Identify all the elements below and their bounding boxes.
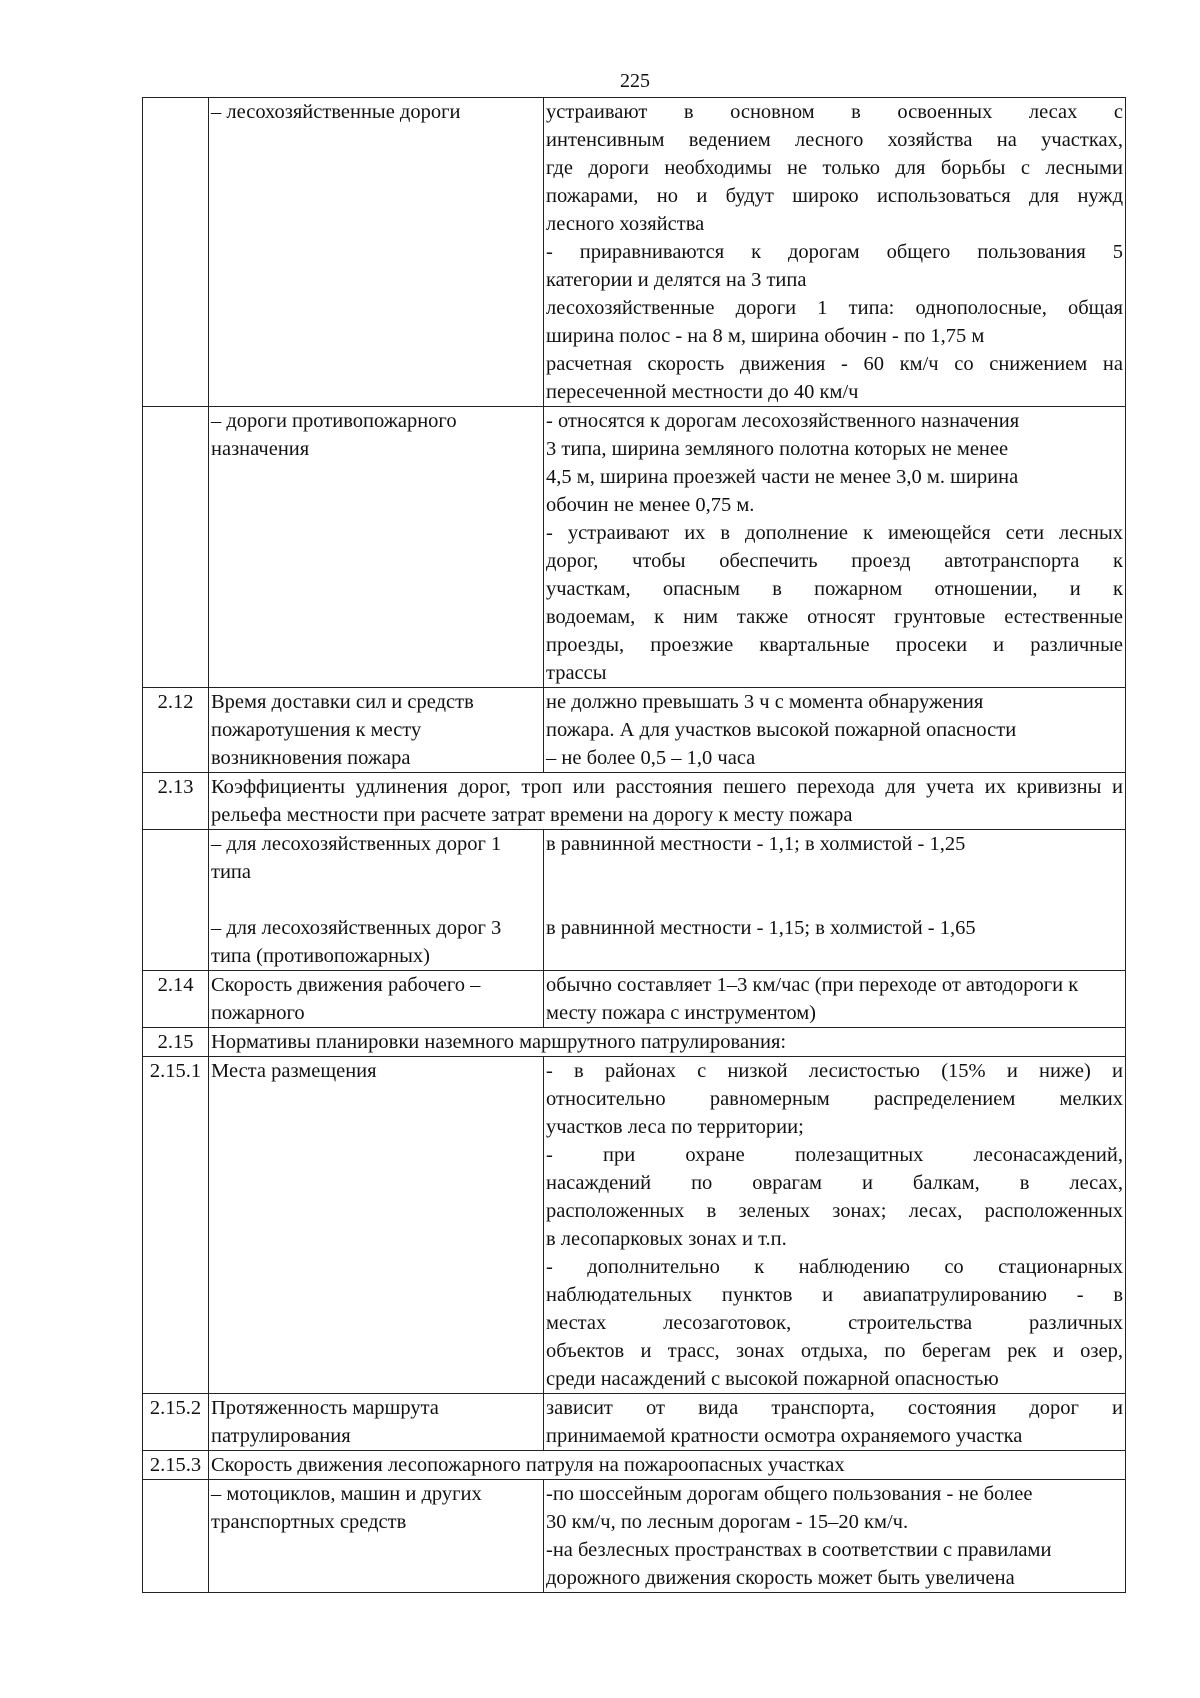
row-heading: Коэффициенты удлинения дорог, троп или расстояния пешего перехода для учета их кривизны и рельефа местности при расчете затрат времени на дорогу к месту пожара [209,773,1126,830]
table-row [143,688,1126,773]
text-line: местах лесозаготовок, строительства различных [546,1312,1123,1334]
text-line: в лесопарковых зонах и т.п. [546,1228,787,1250]
text-line: участков леса по территории; [546,1116,804,1138]
sub-item-name: – для лесохозяйственных дорог 1 типа [211,833,502,883]
row-value [544,830,1126,971]
text-line: не должно превышать 3 ч с момента обнаружения [546,691,984,713]
text-line: где дороги необходимы не только для борьбы с лесными [546,157,1123,179]
text-line: пересеченной местности до 40 км/ч [546,381,859,403]
row-heading: Нормативы планировки наземного маршрутного патрулирования: [209,1028,1126,1057]
text-line: интенсивным ведением лесного хозяйства на участках, [546,129,1123,151]
row-number: 2.12 [143,688,209,773]
table-row [143,1057,1126,1394]
table-row [143,830,1126,971]
text-line: зависит от вида транспорта, состояния дорог и [546,1397,1123,1419]
table-row [143,1451,1126,1480]
text-line: дорожного движения скорость может быть увеличена [546,1567,1015,1589]
row-value [544,1394,1126,1451]
table-row [143,971,1126,1028]
text-line: участкам, опасным в пожарном отношении, и к [546,578,1123,600]
table-row [143,773,1126,830]
text-line: - относятся к дорогам лесохозяйственного назначения [546,410,1020,432]
table-row [143,1480,1126,1593]
row-number: 2.14 [143,971,209,1028]
text-line: - дополнительно к наблюдению со стационарных [546,1256,1123,1278]
row-name: – лесохозяйственные дороги [209,98,544,407]
text-line: - при охране полезащитных лесонасаждений, [546,1144,1123,1166]
text-line: -по шоссейным дорогам общего пользования - не более [546,1483,1033,1505]
text-line: относительно равномерным распределением мелких [546,1088,1123,1110]
row-name: Протяженность маршрута патрулирования [209,1394,544,1451]
row-number: 2.15.1 [143,1057,209,1394]
row-number: 2.13 [143,773,209,830]
sub-item-name: – для лесохозяйственных дорог 3 типа (противопожарных) [211,917,502,967]
text-line: трассы [546,662,607,684]
text-line: расположенных в зеленых зонах; лесах, расположенных [546,1200,1123,1222]
text-line: водоемам, к ним также относят грунтовые естественные [546,606,1123,628]
text-line: категории и делятся на 3 типа [546,269,807,291]
text-line: объектов и трасс, зонах отдыха, по берегам рек и озер, [546,1340,1123,1362]
row-number: 2.15.3 [143,1451,209,1480]
text-line: устраивают в основном в освоенных лесах с [546,101,1123,123]
sub-item-value: в равнинной местности - 1,15; в холмистой - 1,65 [546,917,976,939]
page-number: 225 [620,70,650,92]
row-number [143,830,209,971]
norms-table [142,97,1126,1593]
text-line: – не более 0,5 – 1,0 часа [546,747,756,769]
text-line: пожарами, но и будут широко использоваться для нужд [546,185,1123,207]
text-line: - приравниваются к дорогам общего пользования 5 [546,241,1123,263]
text-line: проезды, проезжие квартальные просеки и различные [546,634,1123,656]
row-name: Места размещения [209,1057,544,1394]
row-number: 2.15 [143,1028,209,1057]
text-line: - устраивают их в дополнение к имеющейся сети лесных [546,522,1123,544]
row-value [544,1480,1126,1593]
row-value [544,1057,1126,1394]
row-value [544,688,1126,773]
text-line: 4,5 м, ширина проезжей части не менее 3,0 м. ширина [546,466,1019,488]
row-number [143,1480,209,1593]
text-line: расчетная скорость движения - 60 км/ч со снижением на [546,353,1123,375]
text-line: принимаемой кратности осмотра охраняемого участка [546,1425,1023,1447]
row-number [143,407,209,688]
row-name: Время доставки сил и средств пожаротушения к месту возникновения пожара [209,688,544,773]
row-number: 2.15.2 [143,1394,209,1451]
text-line: лесного хозяйства [546,213,705,235]
table-row [143,1028,1126,1057]
text-line: пожара. А для участков высокой пожарной опасности [546,719,1017,741]
row-value [544,98,1126,407]
sub-item-value: в равнинной местности - 1,1; в холмистой - 1,25 [546,833,966,855]
text-line: 3 типа, ширина земляного полотна которых не менее [546,438,1009,460]
row-value [544,407,1126,688]
table-row [143,407,1126,688]
text-line: обочин не менее 0,75 м. [546,494,755,516]
row-value: обычно составляет 1–3 км/час (при переходе от автодороги к месту пожара с инструментом) [544,971,1126,1028]
row-name: – мотоциклов, машин и других транспортных средств [209,1480,544,1593]
row-name [209,830,544,971]
text-line: лесохозяйственные дороги 1 типа: однополосные, общая [546,297,1123,319]
table-row [143,1394,1126,1451]
table-row [143,98,1126,407]
row-name: Скорость движения рабочего – пожарного [209,971,544,1028]
text-line: 30 км/ч, по лесным дорогам - 15–20 км/ч. [546,1511,909,1533]
text-line: - в районах с низкой лесистостью (15% и ниже) и [546,1060,1123,1082]
text-line: -на безлесных пространствах в соответствии с правилами [546,1539,1052,1561]
row-heading: Скорость движения лесопожарного патруля на пожароопасных участках [209,1451,1126,1480]
text-line: среди насаждений с высокой пожарной опасностью [546,1368,999,1390]
text-line: насаждений по оврагам и балкам, в лесах, [546,1172,1123,1194]
text-line: наблюдательных пунктов и авиапатрулированию - в [546,1284,1123,1306]
row-name: – дороги противопожарного назначения [209,407,544,688]
text-line: ширина полос - на 8 м, ширина обочин - по 1,75 м [546,325,985,347]
text-line: дорог, чтобы обеспечить проезд автотранспорта к [546,550,1123,572]
row-number [143,98,209,407]
